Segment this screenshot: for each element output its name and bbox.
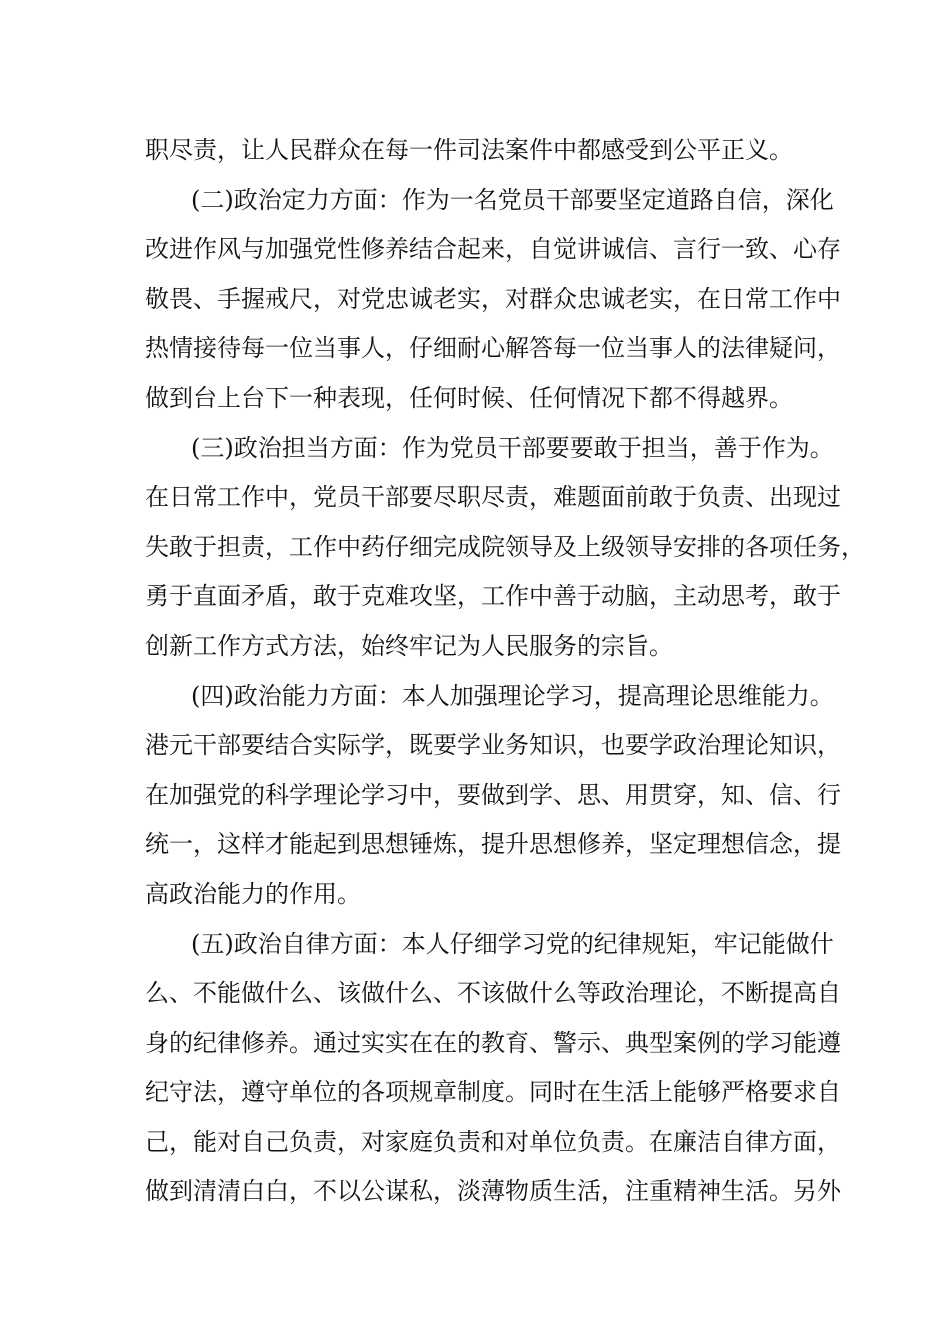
text-line: 失敢于担责，工作中药仔细完成院领导及上级领导安排的各项任务， — [145, 532, 865, 561]
text-line: 做到清清白白，不以公谋私，淡薄物质生活，注重精神生活。另外 — [145, 1177, 841, 1206]
text-line: 改进作风与加强党性修养结合起来，自觉讲诚信、言行一致、心存 — [145, 235, 841, 264]
paragraph-start-line: (五)政治自律方面：本人仔细学习党的纪律规矩，牢记能做什 — [191, 929, 834, 958]
text-line: 么、不能做什么、该做什么、不该做什么等政治理论，不断提高自 — [145, 979, 841, 1008]
text-line: 热情接待每一位当事人，仔细耐心解答每一位当事人的法律疑问， — [145, 334, 841, 363]
text-line: 港元干部要结合实际学，既要学业务知识，也要学政治理论知识， — [145, 731, 841, 760]
text-line: 统一，这样才能起到思想锤炼，提升思想修养，坚定理想信念，提 — [145, 830, 841, 859]
paragraph-start-line: (二)政治定力方面：作为一名党员干部要坚定道路自信，深化 — [191, 185, 834, 214]
text-line: 敬畏、手握戒尺，对党忠诚老实，对群众忠诚老实，在日常工作中 — [145, 284, 841, 313]
paragraph-start-line: (三)政治担当方面：作为党员干部要要敢于担当，善于作为。 — [191, 433, 834, 462]
text-line: 创新工作方式方法，始终牢记为人民服务的宗旨。 — [145, 631, 673, 660]
text-line: 身的纪律修养。通过实实在在的教育、警示、典型案例的学习能遵 — [145, 1028, 841, 1057]
document-body — [145, 126, 865, 1217]
text-line: 己，能对自己负责，对家庭负责和对单位负责。在廉洁自律方面， — [145, 1127, 841, 1156]
text-line: 做到台上台下一种表现，任何时候、任何情况下都不得越界。 — [145, 383, 793, 412]
text-line: 高政治能力的作用。 — [145, 879, 361, 908]
text-line: 在加强党的科学理论学习中，要做到学、思、用贯穿，知、信、行 — [145, 780, 841, 809]
text-line: 在日常工作中，党员干部要尽职尽责，难题面前敢于负责、出现过 — [145, 483, 841, 512]
paragraph-start-line: (四)政治能力方面：本人加强理论学习，提高理论思维能力。 — [191, 681, 834, 710]
text-line: 职尽责，让人民群众在每一件司法案件中都感受到公平正义。 — [145, 136, 793, 164]
text-line: 勇于直面矛盾，敢于克难攻坚，工作中善于动脑，主动思考，敢于 — [145, 582, 841, 611]
text-line: 纪守法，遵守单位的各项规章制度。同时在生活上能够严格要求自 — [145, 1078, 841, 1107]
